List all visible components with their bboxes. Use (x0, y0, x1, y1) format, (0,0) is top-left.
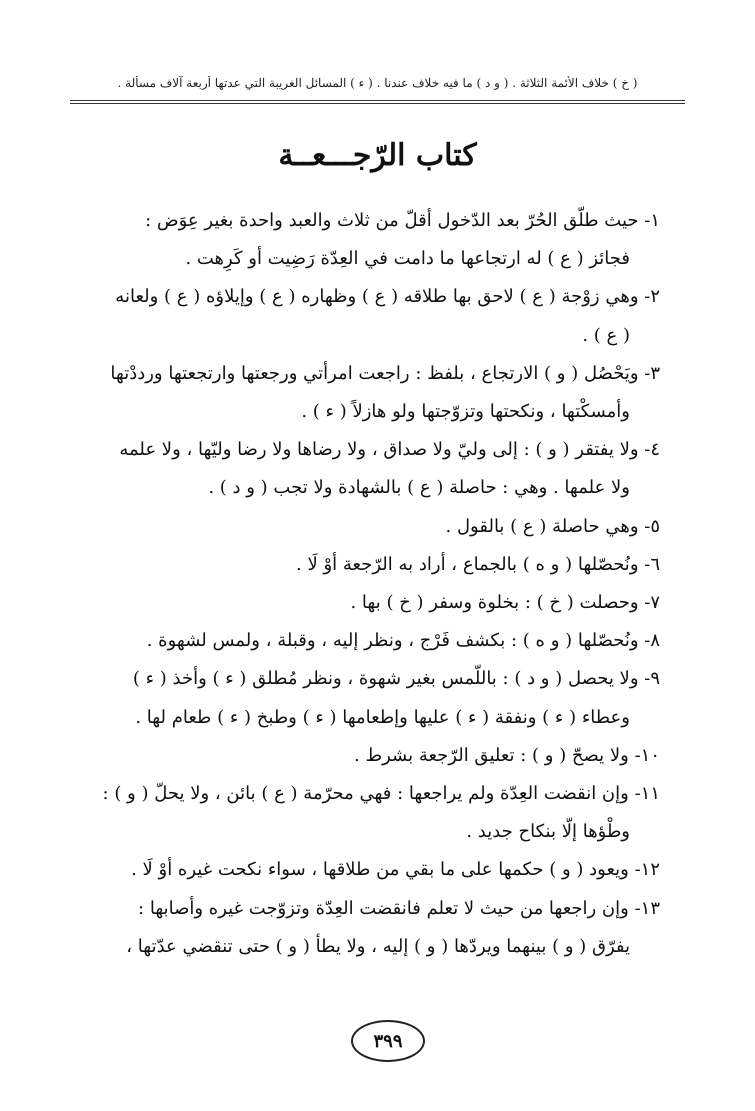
header-rule-bottom (70, 103, 685, 104)
paragraph-6 (88, 546, 660, 584)
paragraph-13 (88, 890, 660, 966)
paragraph-2 (88, 278, 660, 354)
paragraph-line: وأمسكْتها ، ونكحتها وتزوّجتها ولو هازلاً ( ء ) . (301, 401, 630, 423)
paragraph-7 (88, 584, 660, 622)
chapter-title: كتاب الرّجـــعــة (278, 138, 477, 173)
paragraph-line: ٢- وهي زوْجة ( ع ) لاحق بها طلاقه ( ع ) وظهاره ( ع ) وإيلاؤه ( ع ) ولعانه (115, 286, 660, 308)
paragraph-10 (88, 737, 660, 775)
paragraph-line: ١٣- وإن راجعها من حيث لا تعلم فانقضت العِدّة وتزوّجت غيره وأصابها : (138, 897, 660, 919)
paragraph-3 (88, 355, 660, 431)
paragraph-11 (88, 775, 660, 851)
paragraph-line: وطْؤها إلّا بنكاح جديد . (466, 821, 630, 843)
paragraph-9 (88, 660, 660, 736)
paragraph-line: ١- حيث طلّق الحُرّ بعد الدّخول أقلّ من ثلاث والعبد واحدة بغير عِوَض : (145, 210, 660, 231)
paragraph-line: ٥- وهي حاصلة ( ع ) بالقول . (445, 515, 660, 537)
paragraph-line: ١٠- ولا يصحّ ( و ) : تعليق الرّجعة بشرط . (354, 744, 660, 766)
paragraph-line: ٦- ونُحصّلها ( و ه ) بالجماع ، أراد به الرّجعة أوْ لَا . (296, 553, 660, 575)
paragraph-4 (88, 431, 660, 507)
text-body (88, 202, 660, 966)
running-header: ( خ ) خلاف الأئمة الثلاثة . ( و د ) ما فيه خلاف عندنا . ( ء ) المسائل الغريبة التي عدتها أربعة آلاف مسألة . (117, 76, 638, 90)
header-rule-top (70, 100, 685, 101)
paragraph-line: ١٢- ويعود ( و ) حكمها على ما بقي من طلاقها ، سواء نكحت غيره أوْ لَا . (131, 859, 660, 881)
page-number: ٣٩٩ (351, 1020, 425, 1062)
paragraph-line: ٨- ونُحصّلها ( و ه ) : بكشف فَرْج ، ونظر إليه ، وقبلة ، ولمس لشهوة . (146, 630, 660, 652)
paragraph-line: ٧- وحصلت ( خ ) : بخلوة وسفر ( خ ) بها . (350, 592, 660, 614)
paragraph-1 (88, 202, 660, 278)
paragraph-line: ٣- ويَحْصُل ( و ) الارتجاع ، بلفظ : راجعت امرأتي ورجعتها وارتجعتها ورددْتها (110, 362, 660, 384)
paragraph-line: ٤- ولا يفتقر ( و ) : إلى وليّ ولا صداق ، ولا رضاها ولا رضا وليّها ، ولا علمه (119, 439, 660, 461)
paragraph-line: فجائز ( ع ) له ارتجاعها ما دامت في العِدّة رَضِيت أو كَرِهت . (185, 248, 630, 270)
paragraph-line: وعطاء ( ء ) ونفقة ( ء ) عليها وإطعامها ( ء ) وطبخ ( ء ) طعام لها . (135, 706, 630, 728)
paragraph-line: ٩- ولا يحصل ( و د ) : باللّمس بغير شهوة ، ونظر مُطلق ( ء ) وأخذ ( ء ) (132, 668, 660, 690)
paragraph-line: ولا علمها . وهي : حاصلة ( ع ) بالشهادة ولا تجب ( و د ) . (208, 477, 630, 499)
paragraph-line: ١١- وإن انقضت العِدّة ولم يراجعها : فهي محرّمة ( ع ) بائن ، ولا يحلّ ( و ) : (102, 783, 660, 805)
paragraph-12 (88, 851, 660, 889)
paragraph-5 (88, 508, 660, 546)
paragraph-8 (88, 622, 660, 660)
paragraph-line: ( ع ) . (582, 324, 630, 346)
paragraph-line: يفرّق ( و ) بينهما ويردّها ( و ) إليه ، ولا يطأ ( و ) حتى تنقضي عدّتها ، (126, 935, 630, 957)
